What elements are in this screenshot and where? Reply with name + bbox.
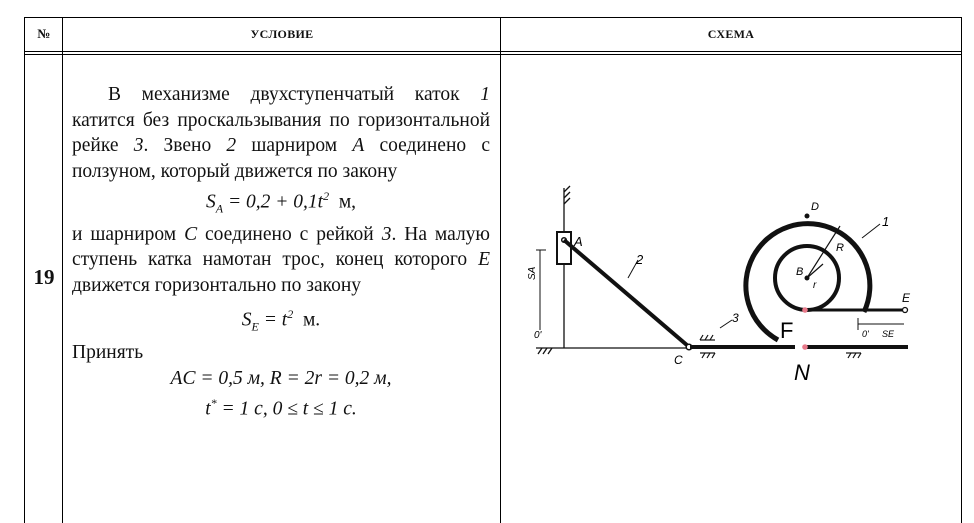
p1-g: шарниром — [236, 135, 353, 156]
link-2 — [564, 240, 688, 346]
formula-se-rest: = t — [258, 309, 288, 331]
label-d: D — [811, 201, 819, 213]
label-se: SE — [882, 329, 895, 339]
p1-b: 1 — [480, 84, 490, 105]
p2-c: соединено с рейкой — [197, 223, 382, 245]
p2-a: и шарниром — [72, 223, 185, 245]
formula-sa-s: S — [205, 191, 216, 213]
paragraph-1 — [72, 82, 490, 184]
label-n: N — [794, 360, 810, 385]
label-rail-3: 3 — [732, 311, 739, 325]
label-o2: 0' — [862, 329, 869, 339]
p1-c: катится без проскальзывания по горизонтальной рейке — [72, 109, 490, 156]
given-values-2 — [72, 391, 490, 422]
p1-e: . Звено — [143, 135, 227, 156]
slider-guide — [564, 186, 570, 348]
mechanism-scheme — [510, 180, 930, 390]
column-divider-num — [62, 17, 63, 523]
paragraph-2 — [72, 222, 490, 299]
label-c: C — [674, 353, 683, 367]
given-values-1: AC = 0,5 м, R = 2r = 0,2 м, — [170, 367, 392, 389]
sa-dimension — [536, 250, 546, 330]
p1-i: соединено с ползуном, который движется по закону — [72, 135, 490, 182]
formula-sa-sub: A — [215, 201, 224, 216]
formula-se-unit: м. — [293, 309, 321, 331]
wheel-1-leader — [862, 224, 880, 238]
problem-condition — [72, 82, 490, 422]
given2-star: * — [210, 396, 217, 411]
p1-h: A — [352, 135, 365, 156]
formula-se — [72, 302, 490, 340]
point-e — [903, 308, 908, 313]
header-bottom-line-2 — [24, 54, 962, 55]
slider-a — [557, 232, 571, 264]
point-d — [805, 214, 810, 219]
header-scheme: СХЕМА — [707, 26, 755, 41]
label-wheel-1: 1 — [882, 214, 890, 229]
p1-d: 3 — [133, 135, 144, 156]
p2-d: 3 — [381, 223, 392, 245]
p2-b: C — [184, 223, 198, 245]
formula-sa-exp: 2 — [323, 189, 330, 203]
label-e: E — [902, 291, 911, 305]
formula-se-exp: 2 — [287, 307, 294, 322]
formula-se-s: S — [241, 309, 252, 331]
label-r-big: R — [836, 242, 844, 254]
label-f: F — [780, 318, 794, 343]
rail-3-leader — [720, 320, 732, 328]
p1-f: 2 — [226, 135, 237, 156]
p1-a: В механизме двухступенчатый каток — [108, 84, 481, 105]
point-f — [802, 307, 808, 313]
column-divider-condition — [500, 17, 501, 523]
p2-f: E — [478, 249, 490, 271]
p2-e: . На малую ступень катка намотан трос, конец которого — [72, 223, 491, 271]
label-a: A — [574, 234, 583, 249]
given2-rest: = 1 с, 0 ≤ t ≤ 1 с. — [216, 398, 357, 420]
formula-sa-rest: = 0,2 + 0,1t — [223, 191, 324, 213]
header-bottom-line — [24, 51, 962, 52]
p2-g: движется горизонтально по закону — [72, 274, 362, 296]
ground-origin — [536, 348, 690, 354]
label-r-small: r — [813, 280, 817, 291]
formula-sa — [72, 184, 490, 222]
label-sa: SA — [527, 266, 538, 280]
header-num: № — [37, 26, 51, 41]
label-b: B — [796, 266, 804, 278]
header-condition: УСЛОВИЕ — [250, 26, 314, 41]
point-n — [802, 344, 808, 350]
label-link-2: 2 — [636, 252, 644, 267]
accept-label: Принять — [72, 342, 144, 364]
formula-sa-unit: м, — [329, 191, 357, 213]
label-o1: 0' — [534, 330, 542, 341]
problem-number: 19 — [33, 265, 55, 289]
given2-t: t — [205, 398, 211, 420]
wheel-large — [746, 224, 870, 340]
formula-se-sub: E — [251, 319, 259, 334]
rail-lower-hatch — [846, 353, 861, 358]
